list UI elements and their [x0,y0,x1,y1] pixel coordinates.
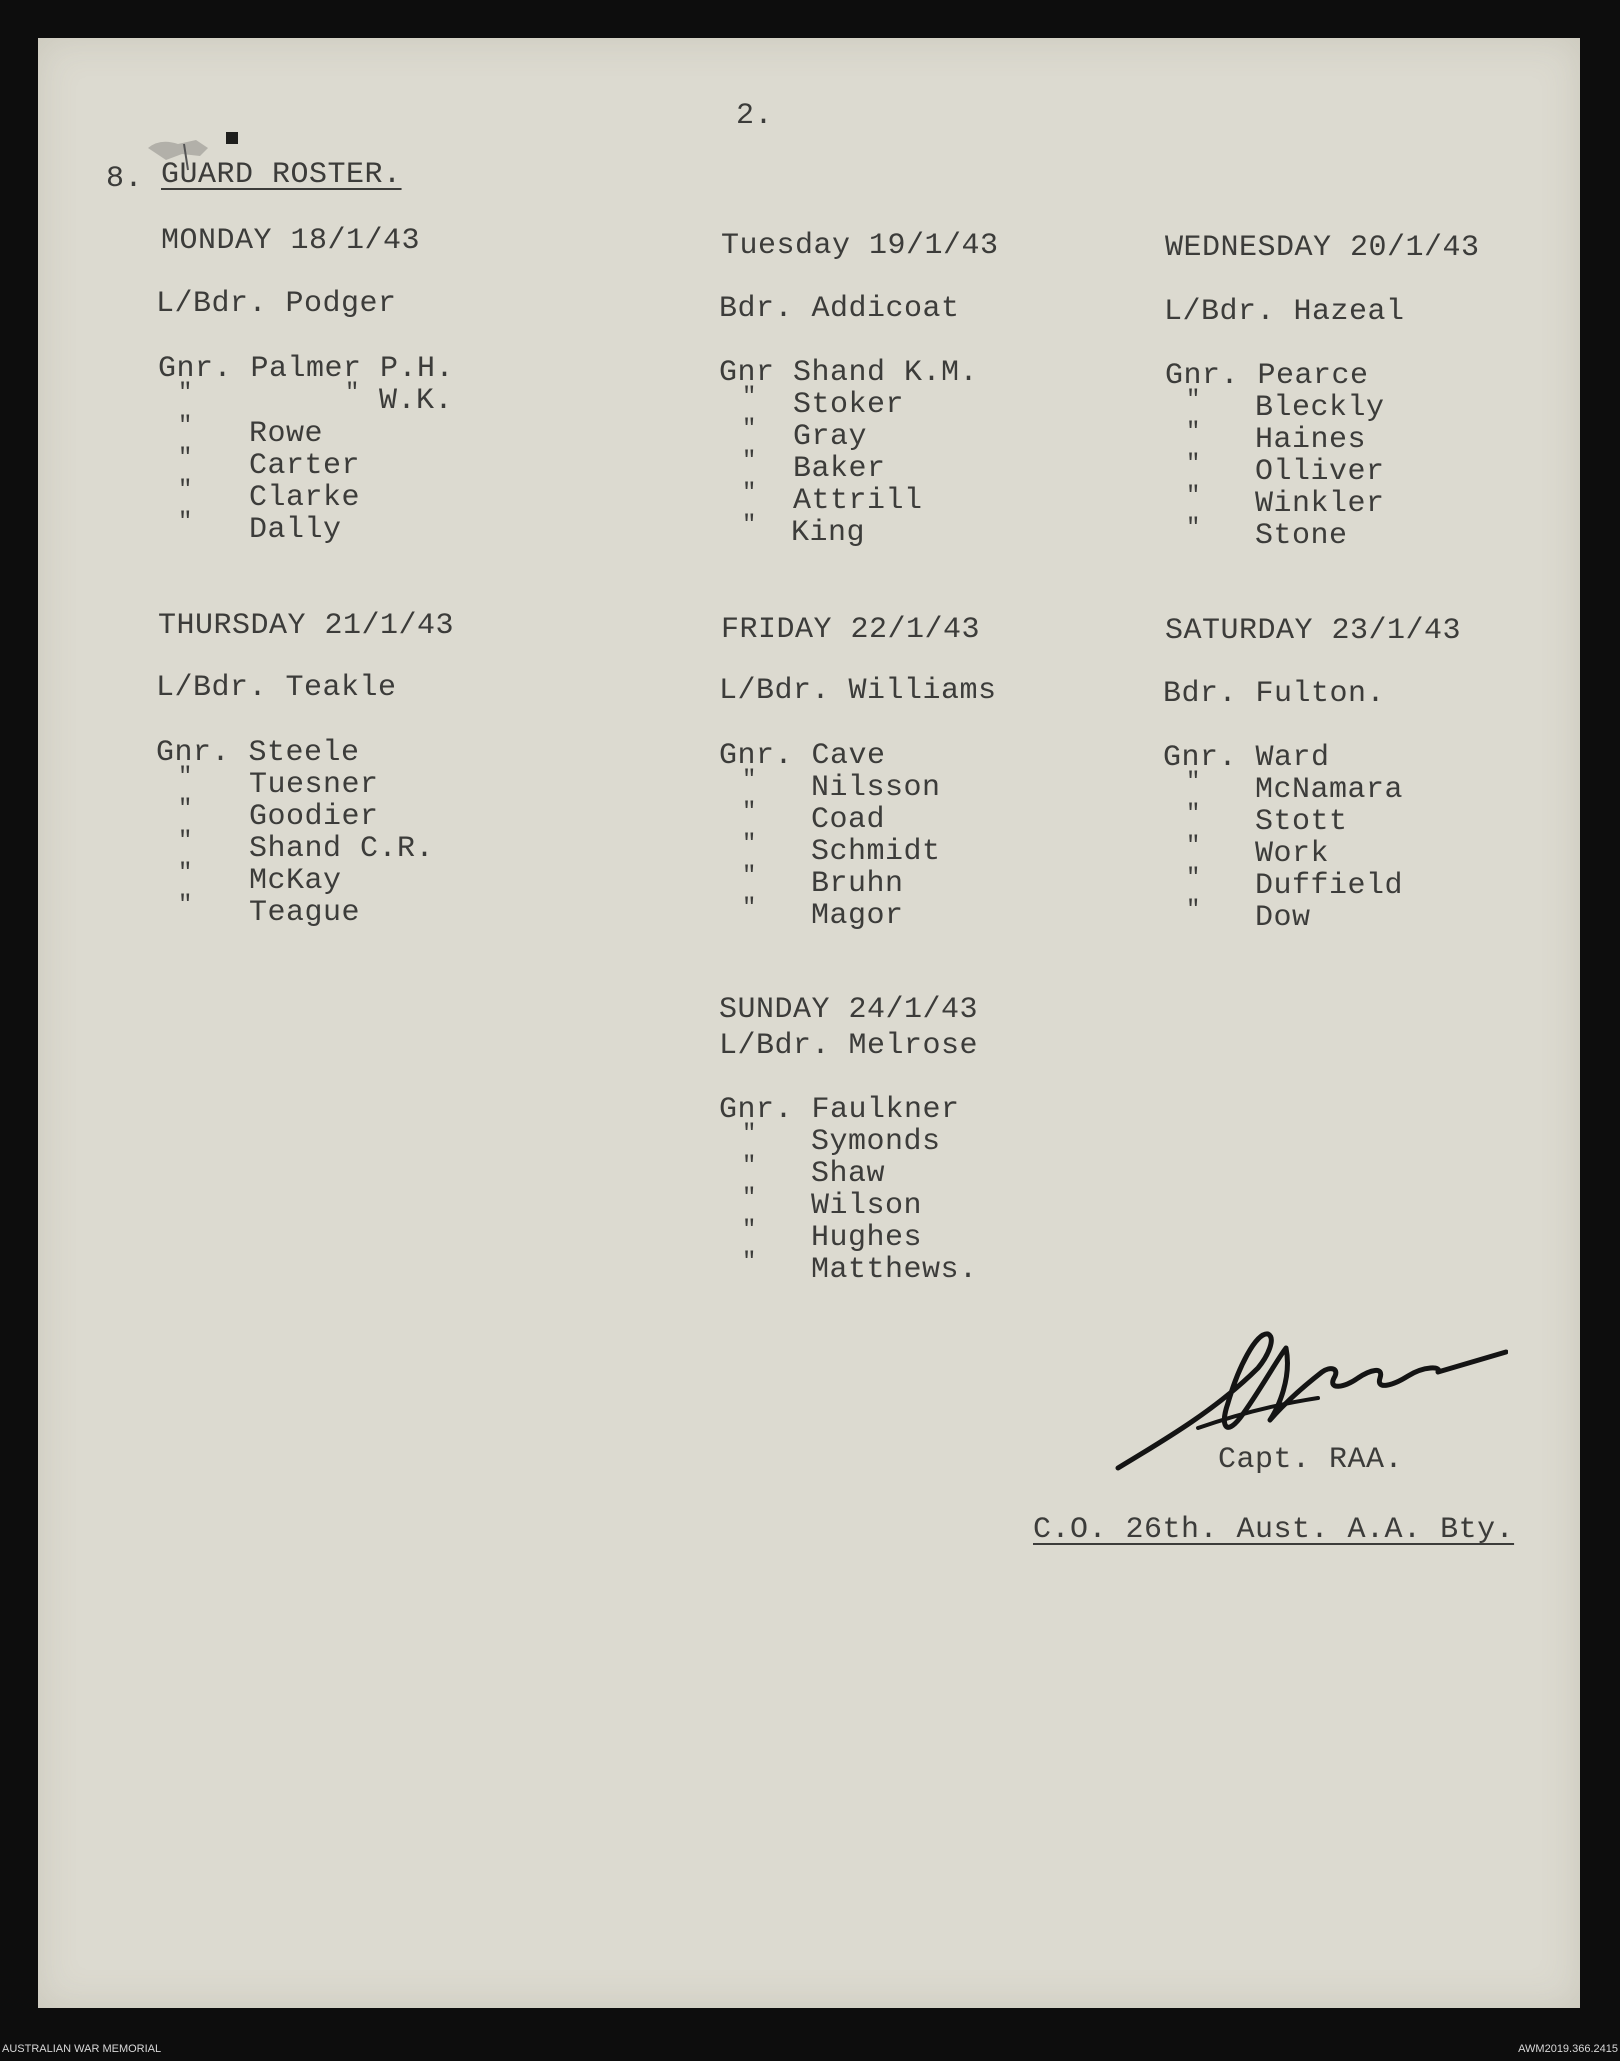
gunner-name: Coad [811,803,886,837]
gunner-name: Olliver [1255,455,1385,489]
ditto-mark: " [742,767,757,794]
ditto-mark: " [742,384,757,411]
signatory-rank: Capt. RAA. [1218,1443,1404,1477]
ditto-mark: " [178,764,193,791]
gunner-name: Teague [249,896,361,930]
ditto-mark: " [1186,833,1201,860]
gunner-name: Symonds [811,1125,941,1159]
ditto-mark: " [742,1153,757,1180]
gunner-name: Stott [1255,805,1348,839]
gunner-name: Gnr. Cave [719,739,886,773]
nco-name: L/Bdr. Williams [719,674,997,708]
gunner-name: McNamara [1255,773,1404,807]
gunner-name: Gnr. Steele [156,736,360,770]
page-number: 2. [736,99,774,133]
gunner-name: Stoker [793,388,905,422]
nco-name: L/Bdr. Teakle [156,671,397,705]
gunner-name: Shand C.R. [249,832,435,866]
gunner-name: Gnr. Faulkner [719,1093,960,1127]
ditto-mark: " [742,799,757,826]
gunner-name: Carter [249,449,361,483]
document-page [38,38,1580,2008]
ditto-mark: " [1186,801,1201,828]
day-header: SATURDAY 23/1/43 [1165,614,1462,648]
day-header: WEDNESDAY 20/1/43 [1165,231,1480,265]
gunner-name: Rowe [249,417,324,451]
section-title: GUARD ROSTER. [161,158,402,192]
ditto-mark: " [178,445,193,472]
ditto-mark: " [178,413,193,440]
gunner-name: Dally [249,513,342,547]
gunner-name: Hughes [811,1221,923,1255]
gunner-name: Schmidt [811,835,941,869]
gunner-name: Work [1255,837,1330,871]
gunner-name: Gnr. Palmer P.H. [158,352,455,386]
ditto-mark: " [1186,515,1201,542]
ditto-mark: " [742,448,757,475]
day-header: MONDAY 18/1/43 [161,224,421,258]
gunner-name: Stone [1255,519,1348,553]
section-number: 8. [106,162,144,196]
ditto-mark: " [178,796,193,823]
ditto-mark: " [345,380,360,407]
ditto-mark: " [742,512,757,539]
gunner-name: Bruhn [811,867,904,901]
ditto-mark: " [1186,387,1201,414]
gunner-name: Matthews. [811,1253,978,1287]
day-header: FRIDAY 22/1/43 [721,613,981,647]
gunner-name: Gnr. Pearce [1165,359,1369,393]
nco-name: L/Bdr. Podger [156,287,397,321]
ditto-mark: " [1186,483,1201,510]
gunner-name: Gray [793,420,868,454]
signatory-unit: C.O. 26th. Aust. A.A. Bty. [1033,1513,1515,1547]
ditto-mark: " [742,895,757,922]
ditto-mark: " [1186,897,1201,924]
nco-name: Bdr. Fulton. [1163,677,1386,711]
gunner-name: Tuesner [249,768,379,802]
gunner-name: Magor [811,899,904,933]
day-header: Tuesday 19/1/43 [721,229,999,263]
ditto-mark: " [1186,865,1201,892]
ditto-mark: " [1186,451,1201,478]
ditto-mark: " [178,892,193,919]
day-header: THURSDAY 21/1/43 [158,609,455,643]
nco-name: L/Bdr. Hazeal [1164,295,1405,329]
ditto-mark: " [1186,769,1201,796]
ditto-mark: " [742,1217,757,1244]
ditto-mark: " [178,860,193,887]
gunner-name: Nilsson [811,771,941,805]
gunner-name: Goodier [249,800,379,834]
gunner-name: Gnr Shand K.M. [719,356,979,390]
ditto-mark: " [1186,419,1201,446]
nco-name: Bdr. Addicoat [719,292,960,326]
ditto-mark: " [178,477,193,504]
ditto-mark: " [178,828,193,855]
gunner-name: Shaw [811,1157,886,1191]
gunner-name: Baker [793,452,886,486]
ditto-mark: " [178,509,193,536]
gunner-name: Wilson [811,1189,923,1223]
ditto-mark: " [742,1249,757,1276]
gunner-name: McKay [249,864,342,898]
ditto-mark: " [742,1121,757,1148]
gunner-name: W.K. [379,384,454,418]
gunner-name: Duffield [1255,869,1404,903]
archive-credit: AUSTRALIAN WAR MEMORIAL [2,2043,162,2055]
nco-name: L/Bdr. Melrose [719,1029,979,1063]
ditto-mark: " [742,416,757,443]
ditto-mark: " [742,863,757,890]
gunner-name: Attrill [793,484,923,518]
ditto-mark: " [742,1185,757,1212]
gunner-name: Clarke [249,481,361,515]
ditto-mark: " [178,380,193,407]
ditto-mark: " [742,480,757,507]
gunner-name: Bleckly [1255,391,1385,425]
ditto-mark: " [742,831,757,858]
gunner-name: Winkler [1255,487,1385,521]
gunner-name: Dow [1255,901,1311,935]
archive-reference: AWM2019.366.2415 [1518,2043,1618,2055]
gunner-name: King [791,516,866,550]
gunner-name: Gnr. Ward [1163,741,1330,775]
gunner-name: Haines [1255,423,1367,457]
day-header: SUNDAY 24/1/43 [719,993,979,1027]
